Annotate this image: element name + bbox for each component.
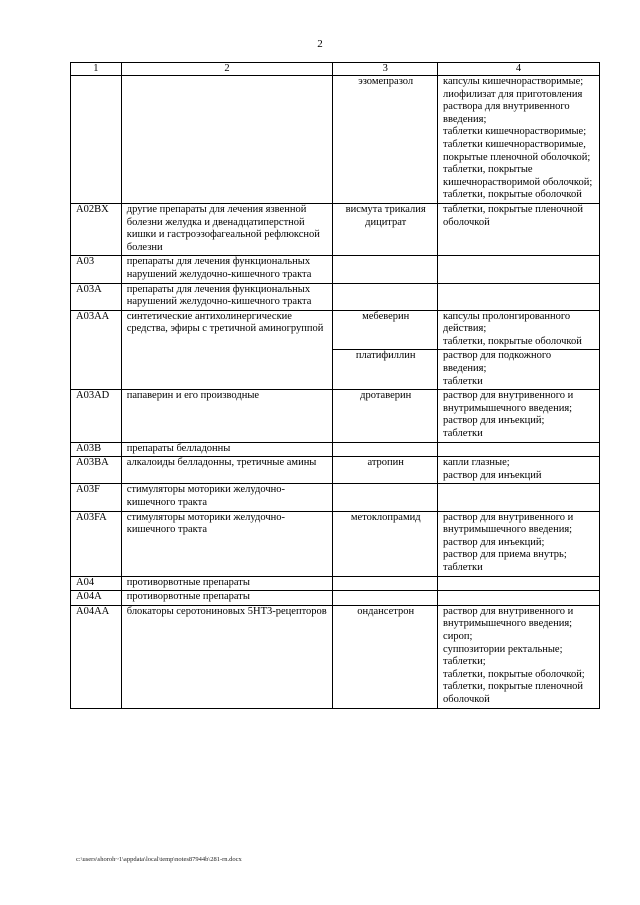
table-row (71, 256, 600, 283)
dosage-form-cell (438, 511, 600, 576)
group-name-cell: стимуляторы моторики желудочно-кишечного тракта (121, 511, 333, 576)
atc-code-cell: A04 (71, 576, 122, 591)
table-header-row (71, 63, 600, 76)
dosage-form-line: раствор для инъекций; (443, 536, 545, 548)
table-row (71, 605, 600, 708)
column-header: 1 (71, 63, 122, 76)
dosage-form-line: раствор для инъекций; (443, 415, 545, 427)
group-name-cell: препараты для лечения функциональных нарушений желудочно-кишечного тракта (121, 283, 333, 310)
table-row (71, 203, 600, 255)
drug-name-cell: атропин (333, 457, 438, 484)
dosage-form-cell (438, 605, 600, 708)
dosage-form-line: таблетки, покрытые кишечнорастворимой оболочкой; (443, 164, 593, 188)
dosage-form-cell (438, 484, 600, 511)
table-row (71, 576, 600, 591)
table-row (71, 484, 600, 511)
table-row (71, 283, 600, 310)
dosage-form-cell (438, 283, 600, 310)
drug-name-cell: дротаверин (333, 390, 438, 442)
page-number: 2 (317, 38, 323, 50)
atc-code-cell: A03F (71, 484, 122, 511)
atc-code-cell: A03 (71, 256, 122, 283)
drug-name-cell: эзомепразол (333, 76, 438, 204)
column-header: 4 (438, 63, 600, 76)
dosage-form-cell (438, 442, 600, 457)
atc-code-cell: A03B (71, 442, 122, 457)
atc-code-cell: A03AA (71, 310, 122, 390)
table-row (71, 457, 600, 484)
dosage-form-line: лиофилизат для приготовления раствора для внутривенного введения; (443, 88, 583, 125)
group-name-cell: препараты белладонны (121, 442, 333, 457)
group-name-cell: противорвотные препараты (121, 576, 333, 591)
atc-code-cell: A03A (71, 283, 122, 310)
dosage-form-line: раствор для подкожного введения; (443, 350, 552, 375)
dosage-form-line: таблетки; (443, 656, 486, 668)
dosage-form-line: раствор для внутривенного и внутримышечного введения; (443, 390, 574, 414)
atc-code-cell: A03AD (71, 390, 122, 442)
dosage-form-cell (438, 390, 600, 442)
dosage-form-line: капсулы кишечнорастворимые; (443, 76, 584, 87)
dosage-form-line: таблетки (443, 561, 483, 573)
dosage-form-line: раствор для внутривенного и внутримышечного введения; (443, 511, 574, 536)
atc-code-cell: A03BA (71, 457, 122, 484)
group-name-cell: стимуляторы моторики желудочно-кишечного тракта (121, 484, 333, 511)
dosage-form-cell: таблетки, покрытые пленочной оболочкой (438, 203, 600, 255)
drug-name-cell: мебеверин (333, 310, 438, 350)
dosage-form-line: сироп; (443, 630, 473, 642)
atc-code-cell: A04A (71, 591, 122, 606)
atc-code-cell: A03FA (71, 511, 122, 576)
dosage-form-line: капли глазные; (443, 457, 510, 469)
dosage-form-line: таблетки кишечнорастворимые; (443, 126, 587, 138)
footer-file-path: c:\users\shoroh~1\appdata\local\temp\notes87944b\281-rn.docx (76, 856, 242, 863)
table-row (71, 511, 600, 576)
dosage-form-line: таблетки, покрытые оболочкой (443, 335, 582, 347)
dosage-form-cell (438, 350, 600, 390)
group-name-cell: другие препараты для лечения язвенной болезни желудка и двенадцатиперстной кишки и гастроэзофагеальной рефлюксной болезни (121, 203, 333, 255)
drug-name-cell: висмута трикалия дицитрат (333, 203, 438, 255)
dosage-form-cell (438, 591, 600, 606)
drug-name-cell: платифиллин (333, 350, 438, 390)
dosage-form-line: таблетки (443, 375, 483, 387)
dosage-form-line: капсулы пролонгированного действия; (443, 310, 571, 335)
table-row (71, 442, 600, 457)
dosage-form-line: раствор для инъекций (443, 469, 542, 481)
drug-name-cell (333, 576, 438, 591)
dosage-form-line: таблетки (443, 428, 483, 440)
drug-name-cell (333, 484, 438, 511)
group-name-cell: блокаторы серотониновых 5HT3-рецепторов (121, 605, 333, 708)
atc-code-cell (71, 76, 122, 204)
dosage-form-cell (438, 256, 600, 283)
table-row (71, 310, 600, 350)
atc-code-cell: A02BX (71, 203, 122, 255)
dosage-form-cell (438, 457, 600, 484)
table-row (71, 390, 600, 442)
dosage-form-cell (438, 310, 600, 350)
drug-name-cell (333, 256, 438, 283)
group-name-cell: противорвотные препараты (121, 591, 333, 606)
column-header: 3 (333, 63, 438, 76)
drug-name-cell: ондансетрон (333, 605, 438, 708)
atc-code-cell: A04AA (71, 605, 122, 708)
drug-name-cell (333, 283, 438, 310)
dosage-form-line: раствор для приема внутрь; (443, 549, 567, 561)
dosage-form-line: таблетки, покрытые оболочкой (443, 189, 582, 201)
dosage-form-line: суппозитории ректальные; (443, 643, 563, 655)
table-row (71, 591, 600, 606)
drug-name-cell (333, 591, 438, 606)
group-name-cell (121, 76, 333, 204)
group-name-cell: папаверин и его производные (121, 390, 333, 442)
dosage-form-line: таблетки, покрытые пленочной оболочкой (443, 681, 584, 705)
drug-table (70, 62, 600, 709)
dosage-form-line: таблетки кишечнорастворимые, покрытые пленочной оболочкой; (443, 138, 591, 163)
table-row (71, 76, 600, 204)
drug-name-cell: метоклопрамид (333, 511, 438, 576)
group-name-cell: препараты для лечения функциональных нарушений желудочно-кишечного тракта (121, 256, 333, 283)
dosage-form-cell (438, 576, 600, 591)
dosage-form-cell (438, 76, 600, 204)
column-header: 2 (121, 63, 333, 76)
group-name-cell: алкалоиды белладонны, третичные амины (121, 457, 333, 484)
dosage-form-line: раствор для внутривенного и внутримышечного введения; (443, 605, 574, 630)
drug-name-cell (333, 442, 438, 457)
group-name-cell: синтетические антихолинергические средства, эфиры с третичной аминогруппой (121, 310, 333, 390)
dosage-form-line: таблетки, покрытые оболочкой; (443, 668, 585, 680)
